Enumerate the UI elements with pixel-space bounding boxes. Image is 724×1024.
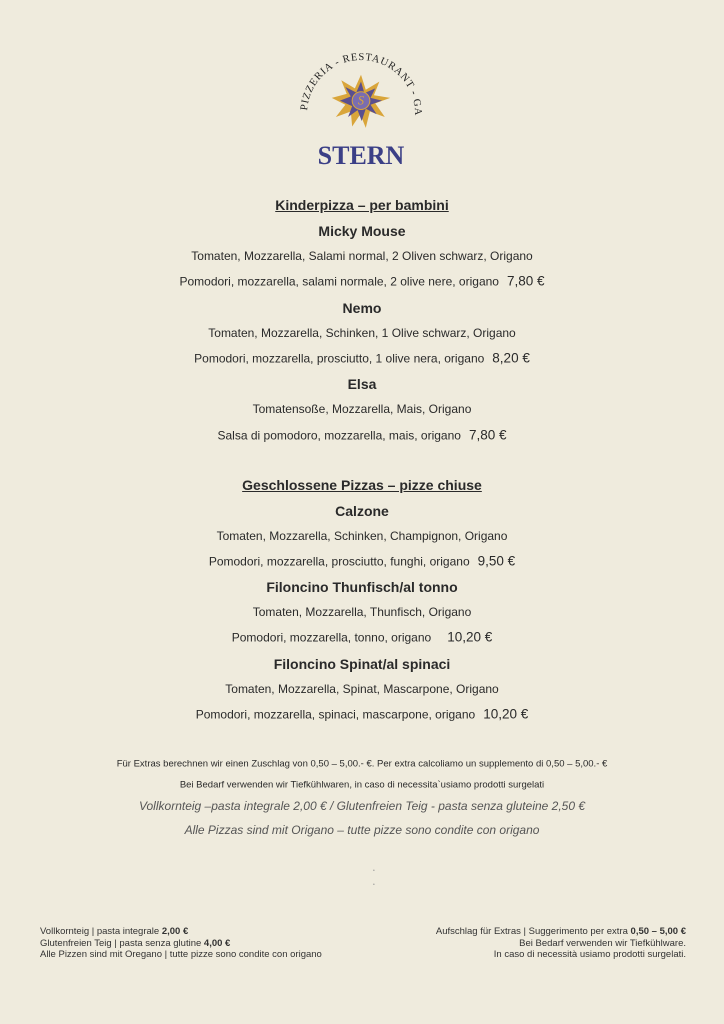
footer-left	[40, 926, 322, 961]
stern-logo	[296, 42, 426, 174]
item-desc-it	[0, 274, 724, 289]
item-name: Elsa	[347, 376, 377, 392]
footer-line	[436, 926, 686, 938]
section-title: Kinderpizza – per bambini	[275, 197, 449, 213]
item-desc-de: Tomaten, Mozzarella, Spinat, Mascarpone, Origano	[225, 682, 499, 696]
item-desc-it-text: Pomodori, mozzarella, prosciutto, funghi, origano	[208, 554, 470, 569]
item-desc-de: Tomatensoße, Mozzarella, Mais, Origano	[252, 402, 472, 416]
footer-text: Aufschlag für Extras | Suggerimento per extra	[435, 926, 631, 937]
item-desc-it-text: Pomodori, mozzarella, spinaci, mascarpone, origano	[195, 707, 476, 722]
item-desc-it	[0, 554, 724, 569]
item-desc-de: Tomaten, Mozzarella, Schinken, Champignon, Origano	[216, 529, 508, 543]
item-name: Calzone	[335, 503, 389, 519]
footer-text: Glutenfreien Teig | pasta senza glutine	[40, 937, 204, 949]
item-desc-it	[0, 428, 724, 443]
footer-price: 0,50 – 5,00 €	[630, 926, 686, 937]
item-price: 7,80 €	[506, 273, 545, 289]
footer-right	[436, 926, 686, 961]
svg-text:PIZZERIA - RESTAURANT - GASTHO: PIZZERIA - RESTAURANT - GA	[299, 51, 424, 117]
item-price: 10,20 €	[447, 629, 493, 645]
item-name: Filoncino Spinat/al spinaci	[273, 656, 451, 672]
note-dough: Vollkornteig –pasta integrale 2,00 € / Glutenfreien Teig - pasta senza gluteine 2,50 €	[138, 799, 586, 813]
item-name: Nemo	[342, 300, 382, 316]
section-title: Geschlossene Pizzas – pizze chiuse	[242, 477, 482, 493]
item-name: Micky Mouse	[318, 223, 406, 239]
footer-price: 2,00 €	[161, 926, 189, 937]
footer-price: 4,00 €	[203, 937, 231, 949]
footer-text: Alle Pizzen sind mit Oregano | tutte pizze sono condite con origano	[40, 949, 322, 960]
item-name: Filoncino Thunfisch/al tonno	[266, 579, 458, 595]
footer-line	[436, 938, 686, 950]
footer-line	[40, 938, 322, 950]
item-desc-it-text: Pomodori, mozzarella, tonno, origano	[231, 630, 432, 645]
note-frozen: Bei Bedarf verwenden wir Tiefkühlwaren, in caso di necessita`usiamo prodotti surgelati	[179, 779, 545, 791]
item-desc-de: Tomaten, Mozzarella, Schinken, 1 Olive schwarz, Origano	[208, 326, 516, 340]
item-desc-it	[0, 707, 724, 722]
decor-dot: •	[373, 868, 375, 874]
decor-dot: •	[373, 882, 375, 888]
item-desc-de: Tomaten, Mozzarella, Salami normal, 2 Oliven schwarz, Origano	[191, 249, 533, 263]
footer-text: Bei Bedarf verwenden wir Tiefkühlware.	[519, 937, 686, 949]
footer-text: In caso di necessità usiamo prodotti surgelati.	[493, 949, 686, 960]
item-desc-it-text: Pomodori, mozzarella, salami normale, 2 olive nere, origano	[179, 274, 499, 289]
footer-text: Vollkornteig | pasta integrale	[40, 926, 162, 937]
svg-text:STERN: STERN	[317, 141, 405, 170]
note-extras: Für Extras berechnen wir einen Zuschlag von 0,50 – 5,00.- €. Per extra calcoliamo un supplemento di 0,50 – 5,00.- €	[116, 758, 608, 770]
svg-text:S: S	[357, 93, 365, 108]
footer-line	[40, 949, 322, 961]
item-desc-it-text: Pomodori, mozzarella, prosciutto, 1 olive nera, origano	[194, 351, 485, 366]
item-price: 7,80 €	[468, 427, 507, 443]
item-price: 8,20 €	[492, 350, 530, 366]
note-origano: Alle Pizzas sind mit Origano – tutte pizze sono condite con origano	[184, 823, 540, 837]
item-desc-it	[0, 351, 724, 366]
item-desc-it	[0, 630, 724, 645]
item-desc-it-text: Salsa di pomodoro, mozzarella, mais, origano	[217, 428, 461, 443]
footer-line	[40, 926, 322, 938]
item-price: 9,50 €	[477, 553, 516, 569]
item-desc-de: Tomaten, Mozzarella, Thunfisch, Origano	[252, 605, 472, 619]
item-price: 10,20 €	[483, 706, 529, 722]
footer-line	[436, 949, 686, 961]
